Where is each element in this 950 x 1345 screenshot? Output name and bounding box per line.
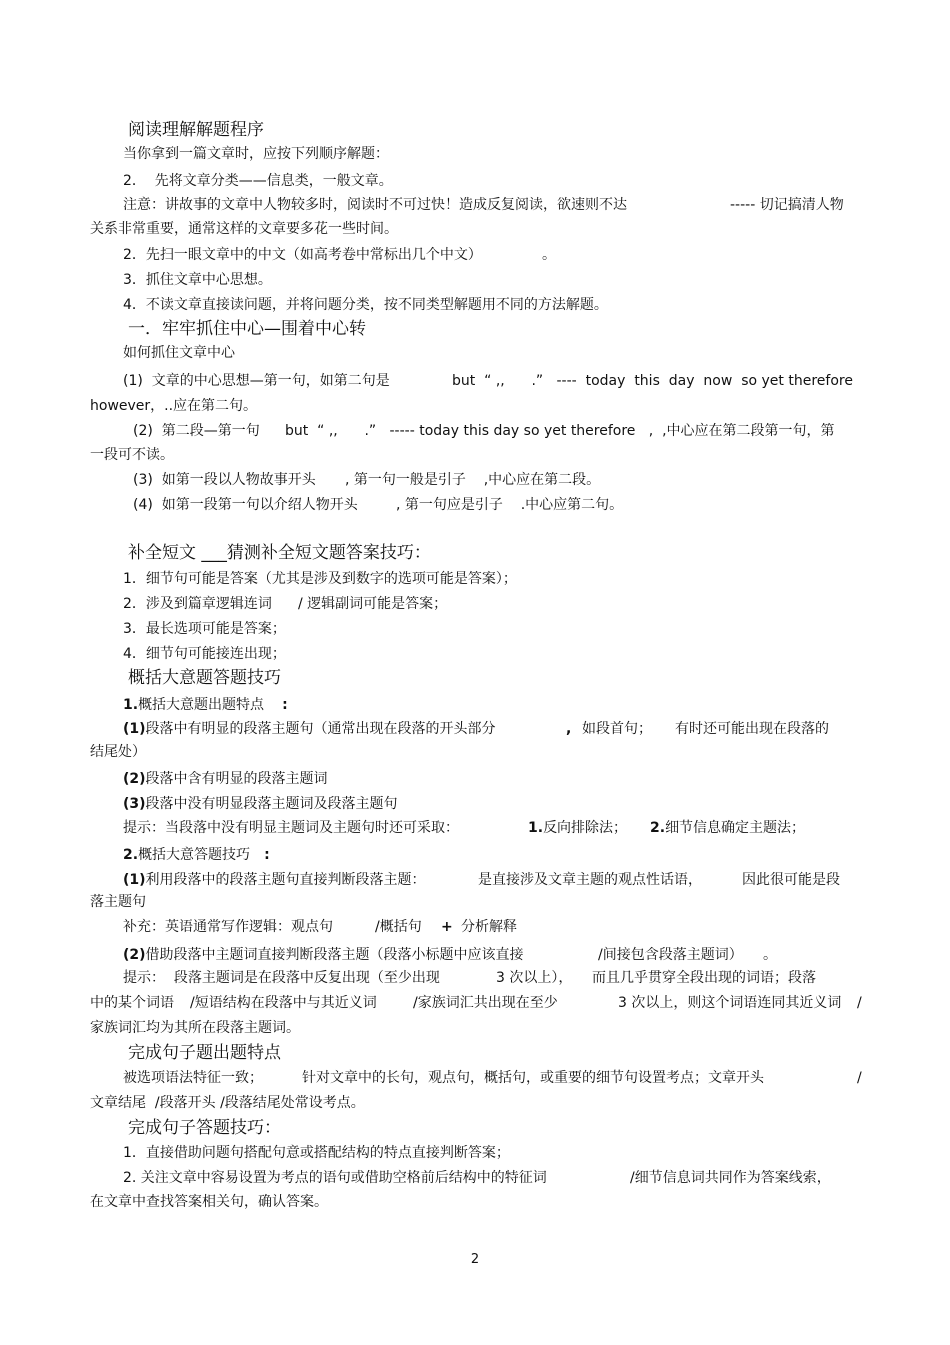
tip-2-d: 中的某个词语 [90, 995, 174, 1011]
tip-2-c: 而且几乎贯穿全段出现的词语；段落 [592, 970, 816, 986]
intro-text: 当你拿到一篇文章时，应按下列顺序解题： [123, 146, 389, 162]
feature-1: (1)段落中有明显的段落主题句（通常出现在段落的开头部分 [123, 721, 496, 737]
feature-2: (2)段落中含有明显的段落主题词 [123, 771, 328, 787]
section1-heading: 一．牢牢抓住中心—围着中心转 [128, 319, 366, 339]
rule-2: (2) 第二段—第一句 [133, 423, 260, 439]
feature-1-comma: , [566, 721, 572, 737]
answer-tip-1: 1．直接借助问题句搭配句意或搭配结构的特点直接判断答案； [123, 1145, 510, 1161]
section2-heading: 补全短文 ___猜测补全短文题答案技巧： [128, 543, 431, 563]
technique-1-cont: 落主题句 [90, 894, 146, 910]
supplement: 补充：英语通常写作逻辑：观点句 [123, 919, 333, 935]
tip-2-h: / [857, 995, 862, 1011]
feature-3: (3)段落中没有明显段落主题词及段落主题句 [123, 796, 398, 812]
sentence-feature-2: 针对文章中的长句，观点句，概括句，或重要的细节句设置考点；文章开头 [302, 1070, 764, 1086]
technique-1: (1)利用段落中的段落主题句直接判断段落主题： [123, 872, 426, 888]
technique-2-end: 。 [763, 947, 777, 963]
step-scan-end: 。 [542, 247, 556, 263]
tip-2-b: 3 次以上）， [496, 970, 573, 986]
fill-tip-2-cont: / 逻辑副词可能是答案； [298, 596, 448, 612]
sentence-feature-1: 被选项语法特征一致； [123, 1070, 263, 1086]
tip-2-i: 家族词汇均为其所在段落主题词。 [90, 1020, 300, 1036]
tip-2-f: /家族词汇共出现在至少 [413, 995, 558, 1011]
rule-1: (1) 文章的中心思想—第一句，如第二句是 [123, 373, 390, 389]
fill-tip-2: 2．涉及到篇章逻辑连词 [123, 596, 272, 612]
tip-2-e: /短语结构在段落中与其近义词 [190, 995, 377, 1011]
note-line-2: 关系非常重要，通常这样的文章要多花一些时间。 [90, 221, 398, 237]
feature-1-cont: 结尾处） [90, 744, 146, 760]
supplement-d: 分析解释 [461, 919, 517, 935]
technique-2: (2)借助段落中主题词直接判断段落主题（段落小标题中应该直接 [123, 947, 524, 963]
technique-1-mid: 是直接涉及文章主题的观点性话语， [478, 872, 702, 888]
feature-1-end: 有时还可能出现在段落的 [675, 721, 829, 737]
tip-2-g: 3 次以上，则这个词语连同其近义词 [618, 995, 842, 1011]
step-scan: 2．先扫一眼文章中的中文（如高考卷中常标出几个中文） [123, 247, 482, 263]
rule-1-cont: however，..应在第二句。 [90, 398, 258, 414]
feature-title: 1.概括大意题出题特点 : [123, 697, 288, 713]
section1-subheading: 如何抓住文章中心 [123, 345, 235, 361]
fill-tip-4: 4．细节句可能接连出现； [123, 646, 286, 662]
rule-2-cont: 一段可不读。 [90, 447, 174, 463]
page-title: 阅读理解解题程序 [128, 120, 264, 140]
note-line-tail: ----- 切记搞清人物 [730, 197, 844, 213]
sentence-feature-3: 文章结尾 /段落开头 /段落结尾处常设考点。 [90, 1095, 365, 1111]
rule-1-keywords: but “ ,, .” ---- today this day now so yet therefore [452, 373, 853, 389]
tip-1-method-2: 2.细节信息确定主题法； [650, 820, 806, 836]
note-line: 注意：讲故事的文章中人物较多时，阅读时不可过快！造成反复阅读，欲速则不达 [123, 197, 627, 213]
section3-heading: 概括大意题答题技巧 [128, 668, 281, 688]
rule-3: (3) 如第一段以人物故事开头 [133, 472, 316, 488]
fill-tip-1: 1．细节句可能是答案（尤其是涉及到数字的选项可能是答案）； [123, 571, 517, 587]
technique-2-mid: /间接包含段落主题词） [598, 947, 743, 963]
rule-3-cont: , 第一句一般是引子 ,中心应在第二段。 [345, 472, 601, 488]
section5-heading: 完成句子答题技巧： [128, 1118, 281, 1138]
answer-tip-2-cont: 在文章中查找答案相关句，确认答案。 [90, 1194, 328, 1210]
step-classify: 2． 先将文章分类——信息类，一般文章。 [123, 173, 393, 189]
rule-2-keywords: but “ ,, .” ----- today this day so yet therefore , ,中心应在第二段第一句，第 [285, 423, 835, 439]
plus-sign: + [441, 919, 453, 935]
section4-heading: 完成句子题出题特点 [128, 1043, 281, 1063]
tip-1-method-1: 1.反向排除法； [528, 820, 628, 836]
sentence-feature-slash: / [857, 1070, 862, 1086]
feature-1-mid: 如段首句； [582, 721, 652, 737]
tip-2: 提示： 段落主题词是在段落中反复出现（至少出现 [123, 970, 440, 986]
fill-tip-3: 3．最长选项可能是答案； [123, 621, 286, 637]
rule-4: (4) 如第一段第一句以介绍人物开头 [133, 497, 358, 513]
answer-tip-2-mid: /细节信息词共同作为答案线索， [630, 1170, 831, 1186]
technique-title: 2.概括大意答题技巧 : [123, 847, 270, 863]
step-questions: 4．不读文章直接读问题，并将问题分类，按不同类型解题用不同的方法解题。 [123, 297, 608, 313]
rule-4-cont: , 第一句应是引子 .中心应第二句。 [396, 497, 624, 513]
supplement-b: /概括句 [375, 919, 422, 935]
page-number: 2 [470, 1252, 480, 1267]
step-main-idea: 3．抓住文章中心思想。 [123, 272, 272, 288]
technique-1-end: 因此很可能是段 [742, 872, 840, 888]
tip-1: 提示：当段落中没有明显主题词及主题句时还可采取： [123, 820, 459, 836]
answer-tip-2: 2. 关注文章中容易设置为考点的语句或借助空格前后结构中的特征词 [123, 1170, 547, 1186]
